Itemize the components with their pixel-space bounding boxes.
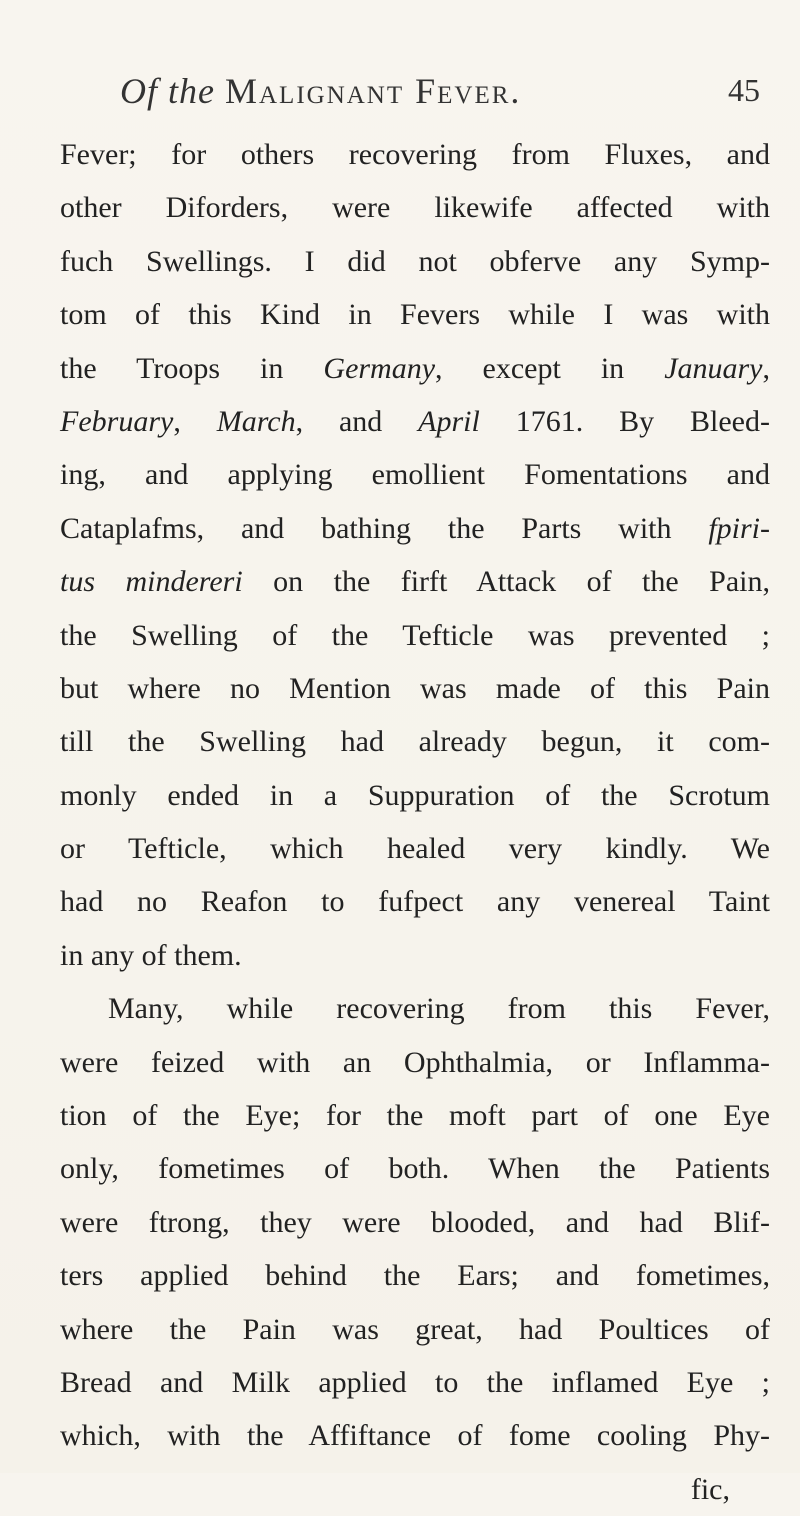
running-title-prefix: Of the — [120, 71, 215, 111]
text-line — [60, 1089, 770, 1142]
text-line — [60, 662, 770, 715]
text-line — [60, 1409, 770, 1462]
italic-text: January — [664, 351, 763, 385]
text-line — [60, 769, 770, 822]
text-segment: were ftrong, they were blooded, and had Blif- — [60, 1205, 770, 1239]
text-line — [60, 342, 770, 395]
text-line — [60, 1249, 770, 1302]
text-segment: 1761. By Bleed- — [479, 404, 770, 438]
text-segment: fic, — [690, 1472, 730, 1506]
italic-text: tus mindereri — [60, 565, 243, 599]
italic-text: Germany — [323, 351, 436, 385]
text-segment: in any of them. — [60, 938, 242, 972]
text-segment: were feized with an Ophthalmia, or Inflamma- — [60, 1045, 770, 1079]
text-segment: had no Reafon to fufpect any venereal Taint — [60, 885, 770, 919]
text-segment: monly ended in a Suppuration of the Scrotum — [60, 778, 770, 812]
text-segment: , and — [295, 404, 419, 438]
text-line — [60, 609, 770, 662]
text-segment: Cataplafms, and bathing the Parts with — [60, 511, 709, 545]
italic-text: April — [418, 404, 480, 438]
body-text — [60, 128, 770, 1516]
text-segment: tion of the Eye; for the moft part of one Eye — [60, 1099, 770, 1133]
italic-text: February — [60, 404, 174, 438]
text-line — [60, 555, 770, 608]
text-line — [60, 1036, 770, 1089]
text-segment: ing, and applying emollient Fomentations and — [60, 458, 770, 492]
text-line — [60, 1142, 770, 1195]
text-line — [60, 822, 770, 875]
text-segment: fuch Swellings. I did not obferve any Symp- — [60, 244, 770, 278]
text-segment: tom of this Kind in Fevers while I was with — [60, 298, 770, 332]
text-line — [60, 715, 770, 768]
text-segment: , — [762, 351, 770, 385]
text-segment: , except in — [435, 351, 665, 385]
text-segment: where the Pain was great, had Poultices of — [60, 1312, 770, 1346]
text-line — [60, 929, 770, 982]
text-segment: but where no Mention was made of this Pain — [60, 671, 770, 705]
text-segment: ters applied behind the Ears; and fometimes, — [60, 1259, 770, 1293]
text-segment: Fever; for others recovering from Fluxes, and — [60, 138, 770, 171]
running-header — [120, 70, 760, 122]
text-segment: , — [173, 404, 217, 438]
text-line — [60, 1463, 770, 1516]
text-segment: other Diforders, were likewife affected with — [60, 191, 770, 225]
page-number: 45 — [728, 72, 760, 108]
text-segment: the Troops in — [60, 351, 324, 385]
text-segment: Bread and Milk applied to the inflamed Eye ; — [60, 1365, 770, 1399]
text-line — [60, 288, 770, 341]
running-title — [120, 70, 521, 112]
text-segment: Many, while recovering from this Fever, — [108, 992, 770, 1026]
text-segment: or Tefticle, which healed very kindly. We — [60, 832, 770, 866]
text-segment: only, fometimes of both. When the Patients — [60, 1152, 770, 1186]
text-segment: which, with the Affiftance of fome cooling Phy- — [60, 1419, 770, 1453]
italic-text: fpiri- — [708, 511, 770, 545]
text-line — [60, 875, 770, 928]
text-line — [60, 128, 770, 181]
text-line — [60, 1303, 770, 1356]
text-line — [60, 1356, 770, 1409]
text-segment: till the Swelling had already begun, it com- — [60, 725, 770, 759]
text-line — [60, 502, 770, 555]
text-line — [60, 181, 770, 234]
text-line — [60, 448, 770, 501]
text-line — [60, 235, 770, 288]
running-title-main: Malignant Fever. — [224, 71, 522, 111]
text-line — [60, 982, 770, 1035]
text-segment: the Swelling of the Tefticle was prevented ; — [60, 618, 770, 652]
italic-text: March — [216, 404, 296, 438]
text-line — [60, 1196, 770, 1249]
text-line — [60, 395, 770, 448]
text-segment: on the firft Attack of the Pain, — [242, 565, 771, 599]
